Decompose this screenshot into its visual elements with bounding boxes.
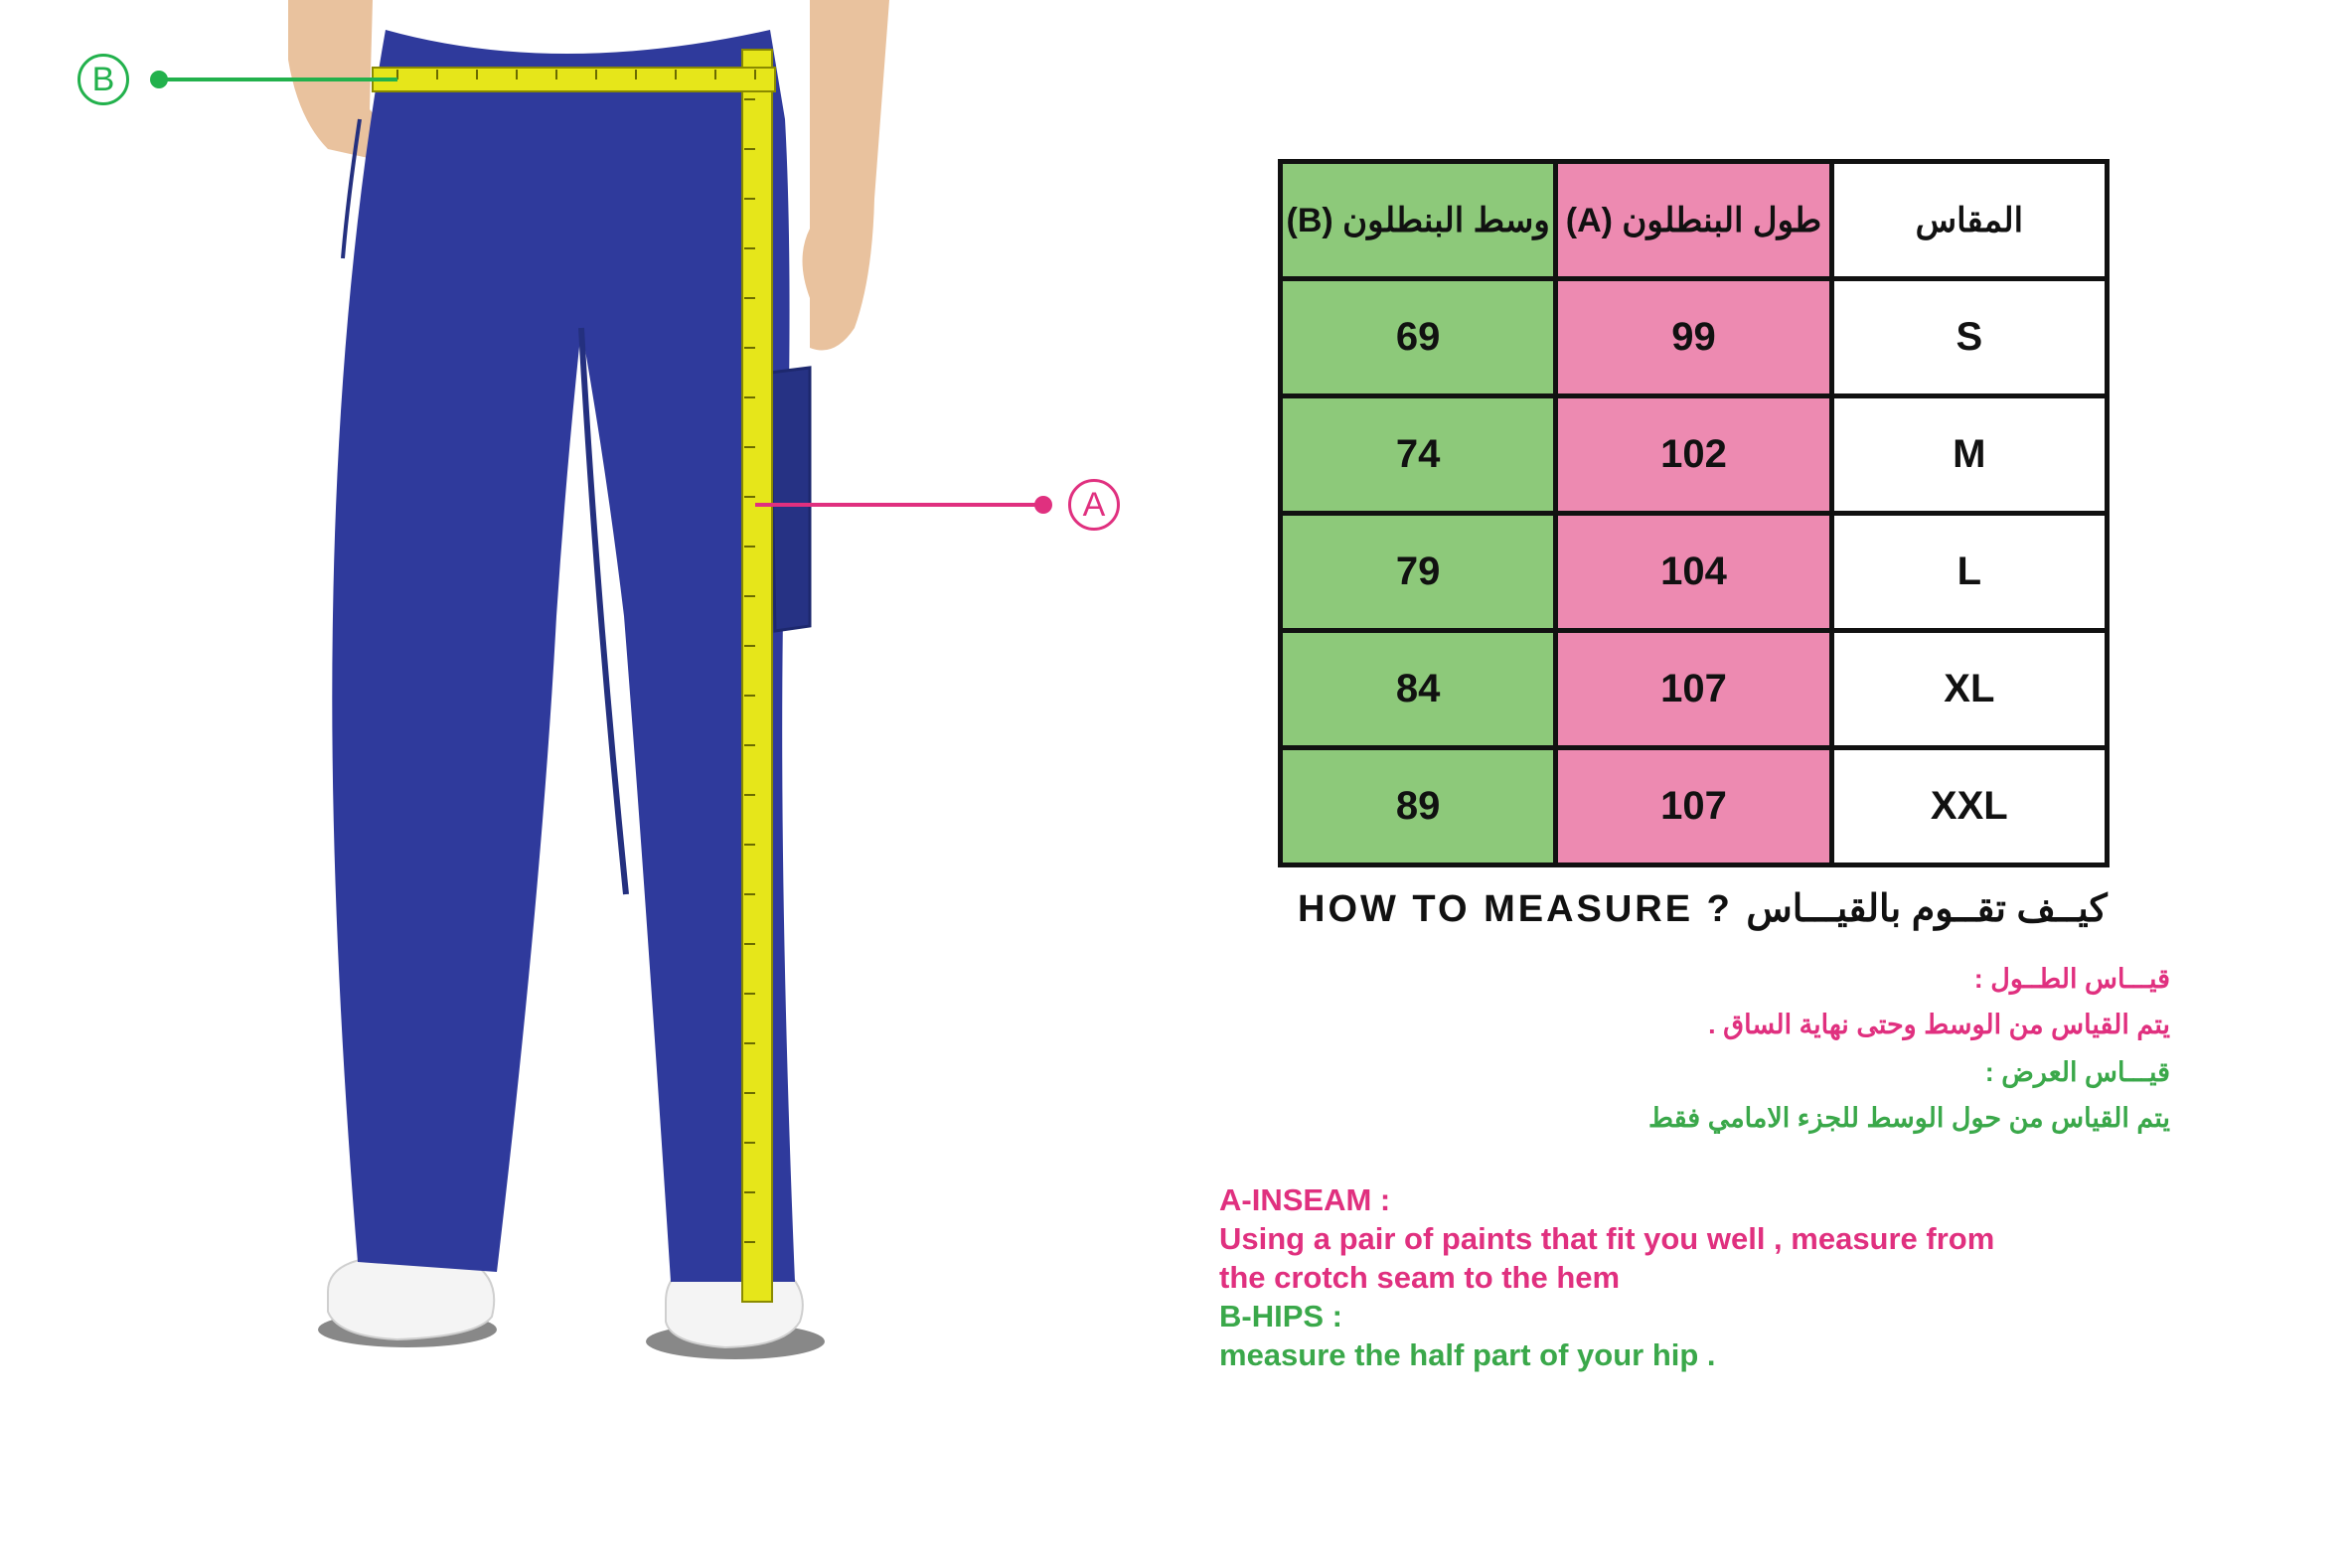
cell-size: S xyxy=(1831,279,2107,396)
cell-waist: 89 xyxy=(1281,748,1556,865)
table-row xyxy=(1281,396,2108,514)
inseam-title: A-INSEAM : xyxy=(1219,1182,1391,1217)
cell-waist: 84 xyxy=(1281,631,1556,748)
arabic-width-description: يتم القياس من حول الوسط للجزء الامامي فقط xyxy=(1648,1103,2170,1133)
size-table xyxy=(1278,159,2110,867)
inseam-description-line-1: Using a pair of paints that fit you well , measure from xyxy=(1219,1221,1995,1256)
cell-size: L xyxy=(1831,514,2107,631)
table-row xyxy=(1281,514,2108,631)
hips-title: B-HIPS : xyxy=(1219,1299,1342,1333)
header-size: المقاس xyxy=(1831,162,2107,279)
inseam-description xyxy=(1219,1219,1994,1297)
pants xyxy=(332,30,795,1282)
cell-length: 107 xyxy=(1556,631,1831,748)
arabic-length-description: يتم القياس من الوسط وحتى نهاية الساق . xyxy=(1708,1010,2170,1039)
how-to-measure-title: HOW TO MEASURE ? كيــف تقــوم بالقيـــاس xyxy=(1298,888,2108,930)
arabic-length-title: قيـــاس الطــول : xyxy=(1973,964,2170,994)
cell-length: 104 xyxy=(1556,514,1831,631)
cell-length: 102 xyxy=(1556,396,1831,514)
table-row xyxy=(1281,279,2108,396)
inseam-description-line-2: the crotch seam to the hem xyxy=(1219,1260,1621,1295)
shirt-edge xyxy=(383,0,755,44)
cell-size: XXL xyxy=(1831,748,2107,865)
table-header-row xyxy=(1281,162,2108,279)
cell-waist: 69 xyxy=(1281,279,1556,396)
table-row xyxy=(1281,748,2108,865)
cell-size: XL xyxy=(1831,631,2107,748)
inseam-leader-dot xyxy=(1034,496,1052,514)
hips-description: measure the half part of your hip . xyxy=(1219,1337,1716,1372)
inseam-tape xyxy=(742,50,772,1302)
table-row xyxy=(1281,631,2108,748)
header-length: طول البنطلون (A) xyxy=(1556,162,1831,279)
cell-length: 99 xyxy=(1556,279,1831,396)
marker-a: A xyxy=(1068,479,1120,531)
arabic-width-title: قيـــاس العرض : xyxy=(1984,1057,2170,1087)
cell-length: 107 xyxy=(1556,748,1831,865)
marker-b: B xyxy=(78,54,129,105)
cell-waist: 74 xyxy=(1281,396,1556,514)
pants-illustration xyxy=(0,0,1153,1391)
cargo-pocket xyxy=(770,368,810,631)
cell-size: M xyxy=(1831,396,2107,514)
header-waist: وسط البنطلون (B) xyxy=(1281,162,1556,279)
right-hand xyxy=(803,0,890,351)
waist-leader-dot xyxy=(150,71,168,88)
cell-waist: 79 xyxy=(1281,514,1556,631)
